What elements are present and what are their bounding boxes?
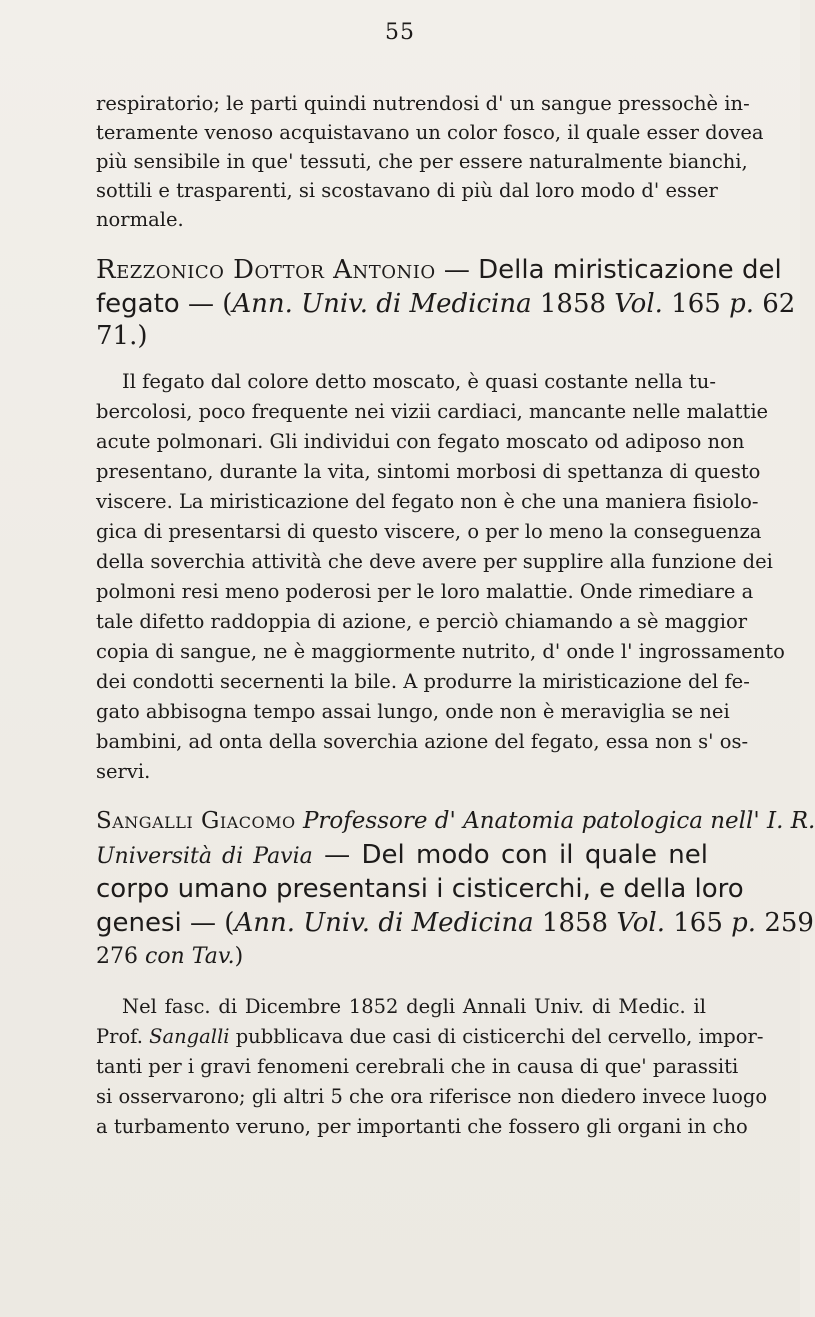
- entry-heading-line: [96, 805, 815, 837]
- page-end: 276: [96, 944, 138, 969]
- text-line: copia di sangue, ne è maggiormente nutrito, d' onde l' ingrossamento: [96, 640, 785, 663]
- text-line: Nel fasc. di Dicembre 1852 degli Annali Univ. di Medic. il: [122, 995, 706, 1018]
- year: 1858: [533, 908, 617, 938]
- journal-name: Ann. Univ. di Medicina: [232, 289, 532, 319]
- text-span: pubblicava due casi di cisticerchi del cervello, impor-: [235, 1025, 764, 1048]
- page-label: p.: [729, 289, 754, 319]
- dash: —: [179, 289, 223, 319]
- text-line: servi.: [96, 760, 151, 783]
- text-line: a turbamento veruno, per importanti che fossero gli organi in cho: [96, 1115, 748, 1138]
- vol-number: 165: [664, 908, 732, 938]
- dash: —: [181, 908, 225, 938]
- text-line: [96, 1025, 764, 1049]
- vol-label: Vol.: [614, 289, 663, 319]
- vol-number: 165: [662, 289, 730, 319]
- entry-heading-line: [96, 941, 708, 973]
- text-line: viscere. La miristicazione del fegato non è che una maniera fisiolo-: [96, 490, 759, 513]
- author-institution: Università di Pavia: [96, 844, 313, 869]
- entry-author: Sangalli Giacomo: [96, 808, 296, 834]
- entry-title-cont: fegato: [96, 289, 180, 319]
- paren: ): [234, 944, 244, 969]
- with-label: con: [138, 944, 192, 969]
- plates-label: Tav.: [191, 944, 235, 969]
- entry-heading-line: [96, 288, 796, 320]
- text-line: della soverchia attività che deve avere per supplire alla funzione dei: [96, 550, 773, 573]
- paren: (: [224, 908, 235, 938]
- text-line: presentano, durante la vita, sintomi morbosi di spettanza di questo: [96, 460, 761, 483]
- year: 1858: [531, 289, 615, 319]
- entry-author: Rezzonico Dottor Antonio: [96, 255, 436, 285]
- author-role: Professore d' Anatomia patologica nell' I. R.: [302, 808, 815, 834]
- text-line: si osservarono; gli altri 5 che ora riferisce non diedero invece luogo: [96, 1085, 768, 1108]
- vol-label: Vol.: [616, 908, 665, 938]
- text-line: bambini, ad onta della soverchia azione del fegato, essa non s' os-: [96, 730, 749, 753]
- journal-name: Ann. Univ. di Medicina: [234, 908, 534, 938]
- text-line: teramente venoso acquistavano un color fosco, il quale esser dovea: [96, 121, 764, 144]
- text-line: più sensibile in que' tessuti, che per essere naturalmente bianchi,: [96, 150, 748, 173]
- entry-title: Della miristicazione del: [478, 255, 782, 285]
- text-line: polmoni resi meno poderosi per le loro malattie. Onde rimediare a: [96, 580, 754, 603]
- page-start: 62: [754, 289, 796, 319]
- paren: (: [222, 289, 233, 319]
- entry-title: Del modo con il quale nel: [361, 840, 708, 870]
- text-line: bercolosi, poco frequente nei vizii cardiaci, mancante nelle malattie: [96, 400, 769, 423]
- text-span: Prof.: [96, 1025, 143, 1048]
- entry-title-cont: corpo umano presentansi i cisticerchi, e della loro: [96, 874, 744, 904]
- page-label: p.: [731, 908, 757, 938]
- text-line: normale.: [96, 208, 184, 231]
- text-line: gato abbisogna tempo assai lungo, onde non è meraviglia se nei: [96, 700, 730, 723]
- text-line: Il fegato dal colore detto moscato, è quasi costante nella tu-: [122, 370, 716, 393]
- text-line: tale difetto raddoppia di azione, e perciò chiamando a sè maggior: [96, 610, 748, 633]
- text-line: tanti per i gravi fenomeni cerebrali che in causa di que' parassiti: [96, 1055, 739, 1078]
- text-line: sottili e trasparenti, si scostavano di più dal loro modo d' esser: [96, 179, 718, 202]
- entry-title-cont: genesi: [96, 908, 182, 938]
- entry-heading-line: [96, 254, 782, 286]
- dash: —: [435, 255, 479, 285]
- page-end: 71.): [96, 321, 148, 351]
- text-line: gica di presentarsi di questo viscere, o per lo meno la conseguenza: [96, 520, 762, 543]
- entry-heading-line: [96, 907, 814, 939]
- entry-heading-line: [96, 873, 744, 905]
- entry-heading-line: [96, 839, 708, 873]
- text-line: dei condotti secernenti la bile. A produrre la miristicazione del fe-: [96, 670, 750, 693]
- text-line: respiratorio; le parti quindi nutrendosi d' un sangue pressochè in-: [96, 92, 750, 115]
- page-number: 55: [385, 20, 415, 45]
- page-start: 259: [756, 908, 814, 938]
- text-line: acute polmonari. Gli individui con fegato moscato od adiposo non: [96, 430, 745, 453]
- name-italic: Sangalli: [149, 1025, 230, 1048]
- entry-heading-line: [96, 320, 708, 352]
- dash: —: [312, 840, 362, 870]
